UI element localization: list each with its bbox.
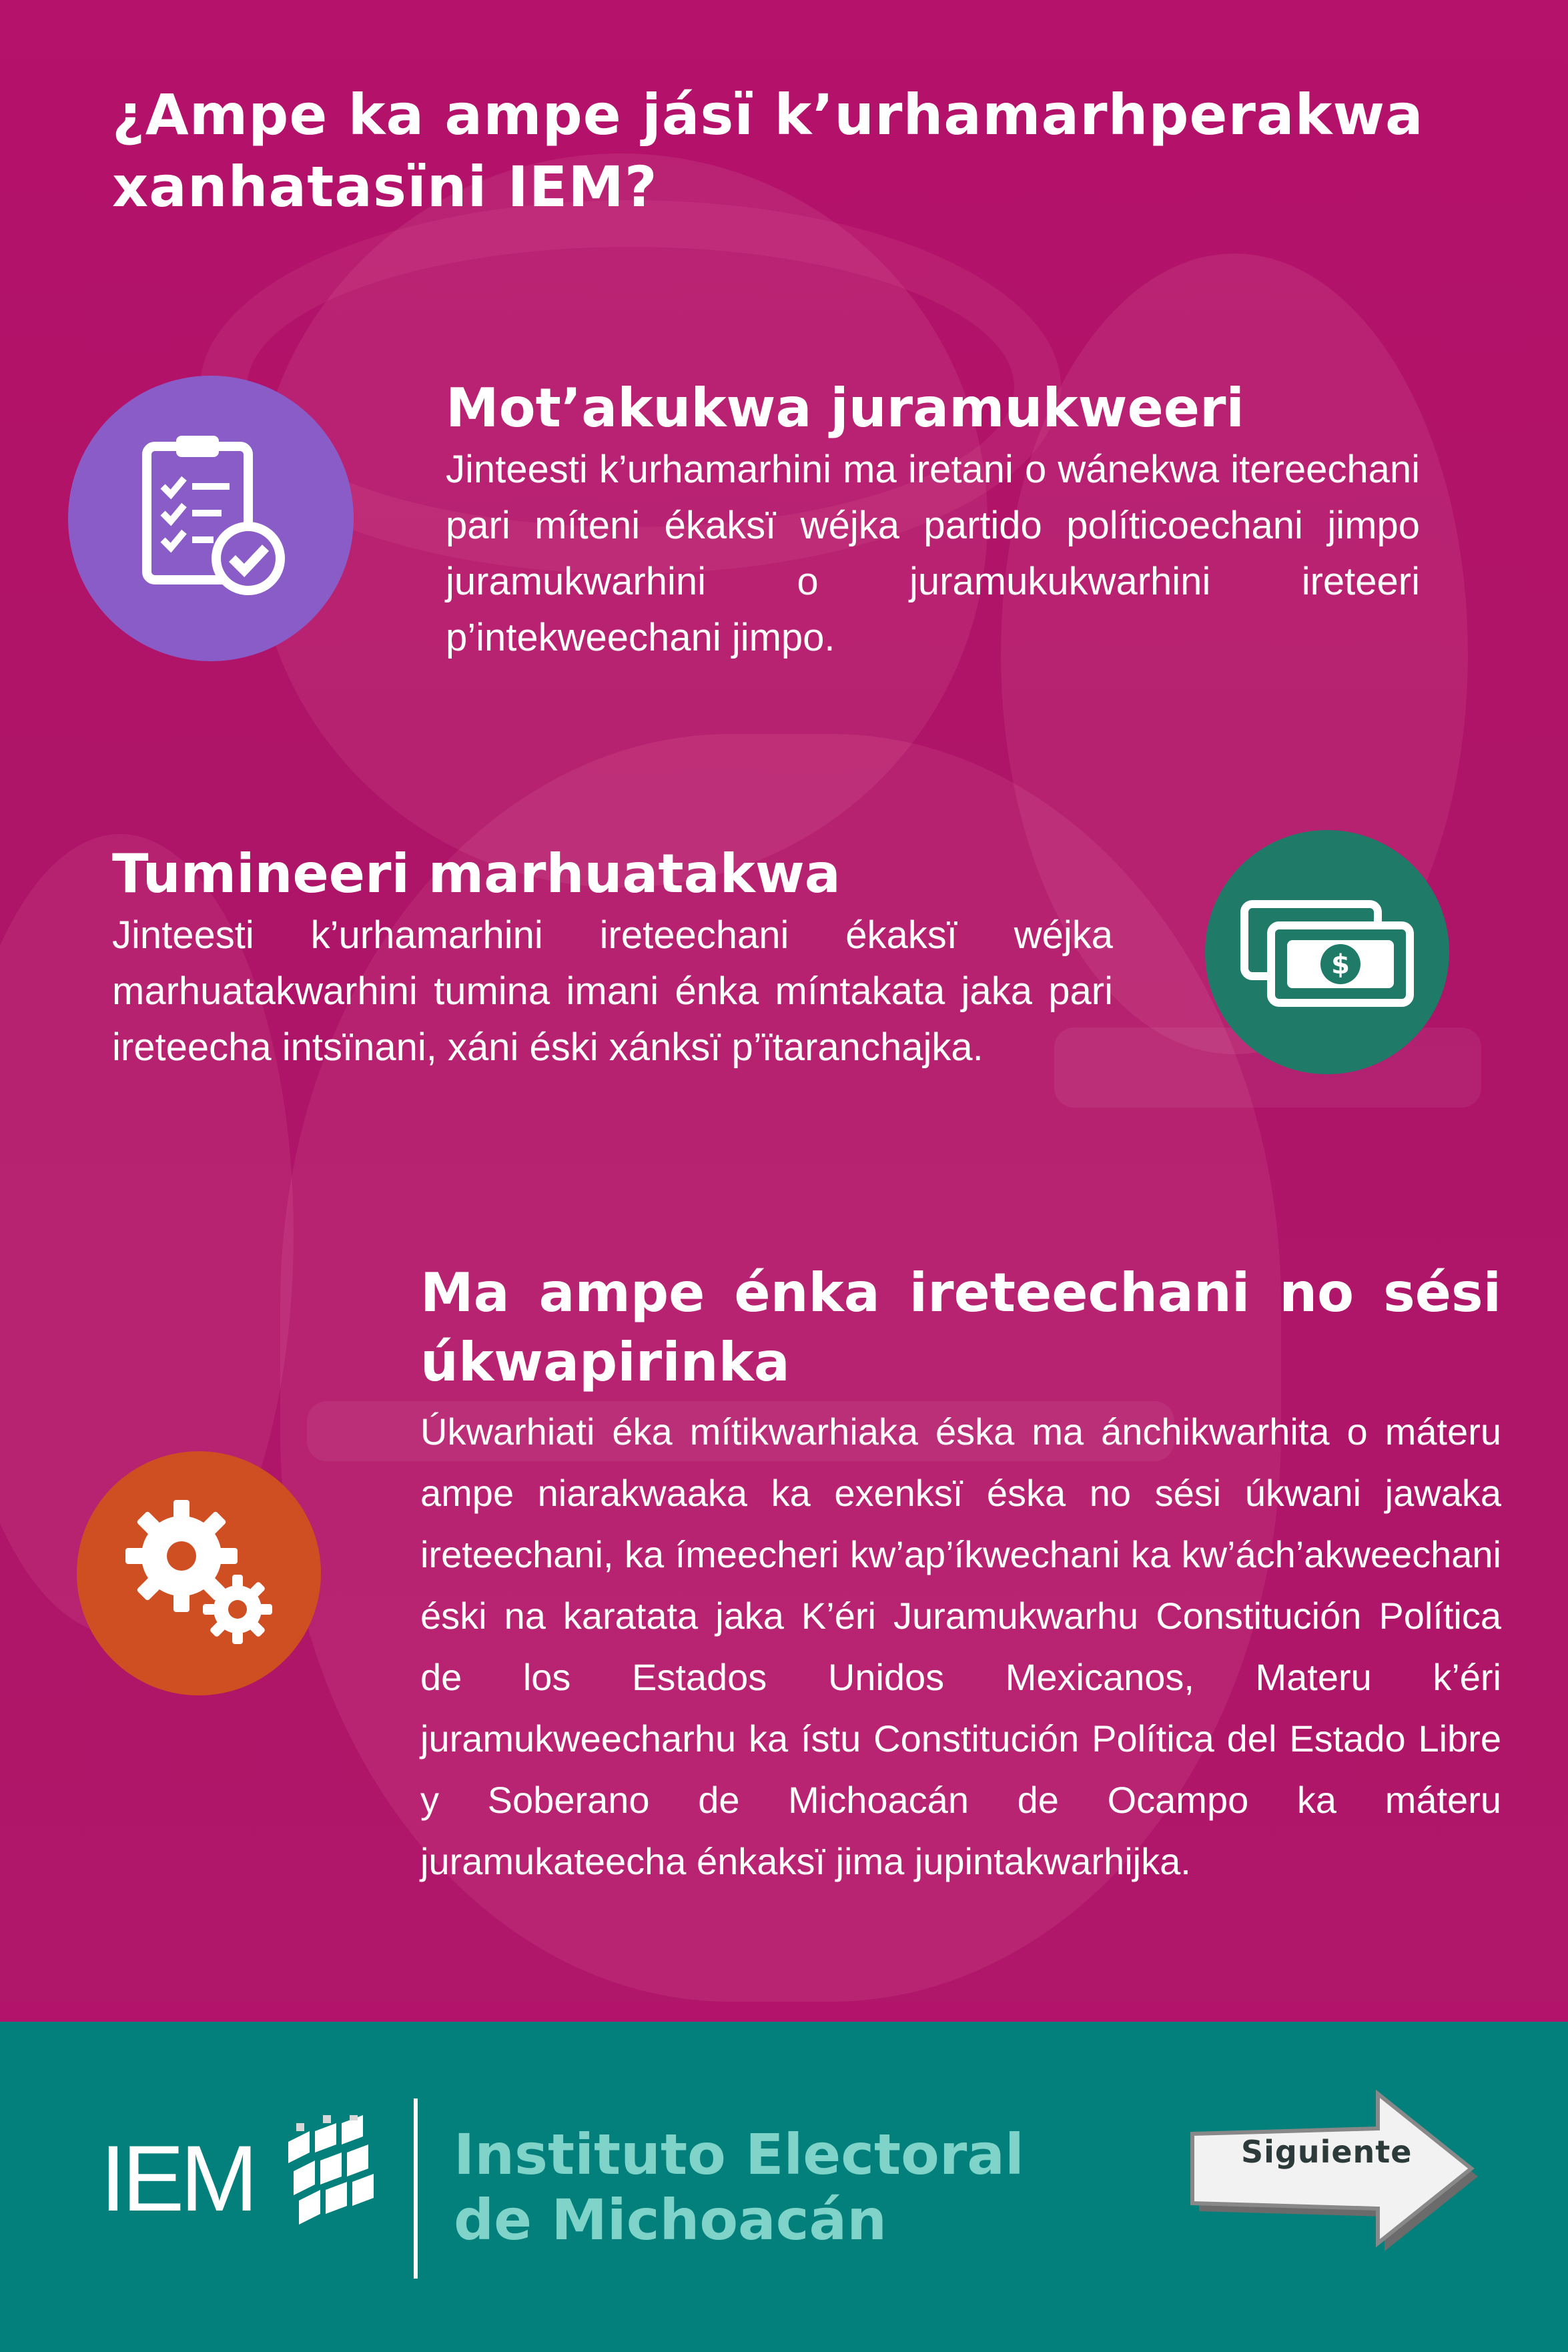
section-body-candidacy: Jinteesti k’urhamarhini ma iretani o wánekwa itereechani pari míteni ékaksï wéjka partido políticoechani jimpo juramukwarhini o juramukukwarhini ireteeri p’intekweechani jimpo. [446, 448, 1420, 659]
section-body-irregularities: Úkwarhiati éka mítikwarhiaka éska ma ánchikwarhita o máteru ampe niarakwaaka ka exenksï éska no sési úkwani jawaka ireteechani, ka ímeecheri kw’ap’íkwechani ka kw’ách’akweechani éski na karatata jaka K’éri Juramukwarhu Constitución Política de los Estados Unidos Mexicanos, Materu k’éri juramukweecharhu ka ístu Constitución Política del Estado Libre y Soberano de Michoacán de Ocampo ka máteru juramukateecha énkaksï jima jupintakwarhijka. [420, 1411, 1501, 1882]
footer-top-strip [0, 2002, 1568, 2022]
footer-divider [414, 2098, 418, 2279]
iem-logo-text: IEM [100, 2126, 254, 2231]
gears-icon [77, 1451, 321, 1695]
page-title: ¿Ampe ka ampe jásï k’urhamarhperakwa xanhatasïni IEM? [112, 82, 1424, 220]
section-heading-irregularities: Ma ampe énka ireteechani no sési úkwapirinka [420, 1262, 1501, 1393]
section-heading-funding: Tumineeri marhuatakwa [112, 843, 841, 905]
money-bills-icon [1205, 830, 1449, 1074]
next-button-label[interactable]: Siguiente [1241, 2134, 1413, 2170]
iem-logo [100, 2126, 254, 2231]
section-body-funding: Jinteesti k’urhamarhini ireteechani ékaksï wéjka marhuatakwarhini tumina imani énka míntakata jaka pari ireteecha intsïnani, xáni éski xánksï p’ïtaranchajka. [112, 913, 1113, 1069]
institution-name-line1: Instituto Electoral [454, 2122, 1024, 2187]
svg-text:$: $ [1331, 949, 1350, 980]
institution-name-line2: de Michoacán [454, 2187, 887, 2253]
section-heading-candidacy: Mot’akukwa juramukweeri [446, 377, 1244, 439]
clipboard-check-icon [68, 376, 354, 661]
institution-name [454, 2122, 1024, 2253]
ballot-boxes-logo-icon [280, 2115, 387, 2229]
